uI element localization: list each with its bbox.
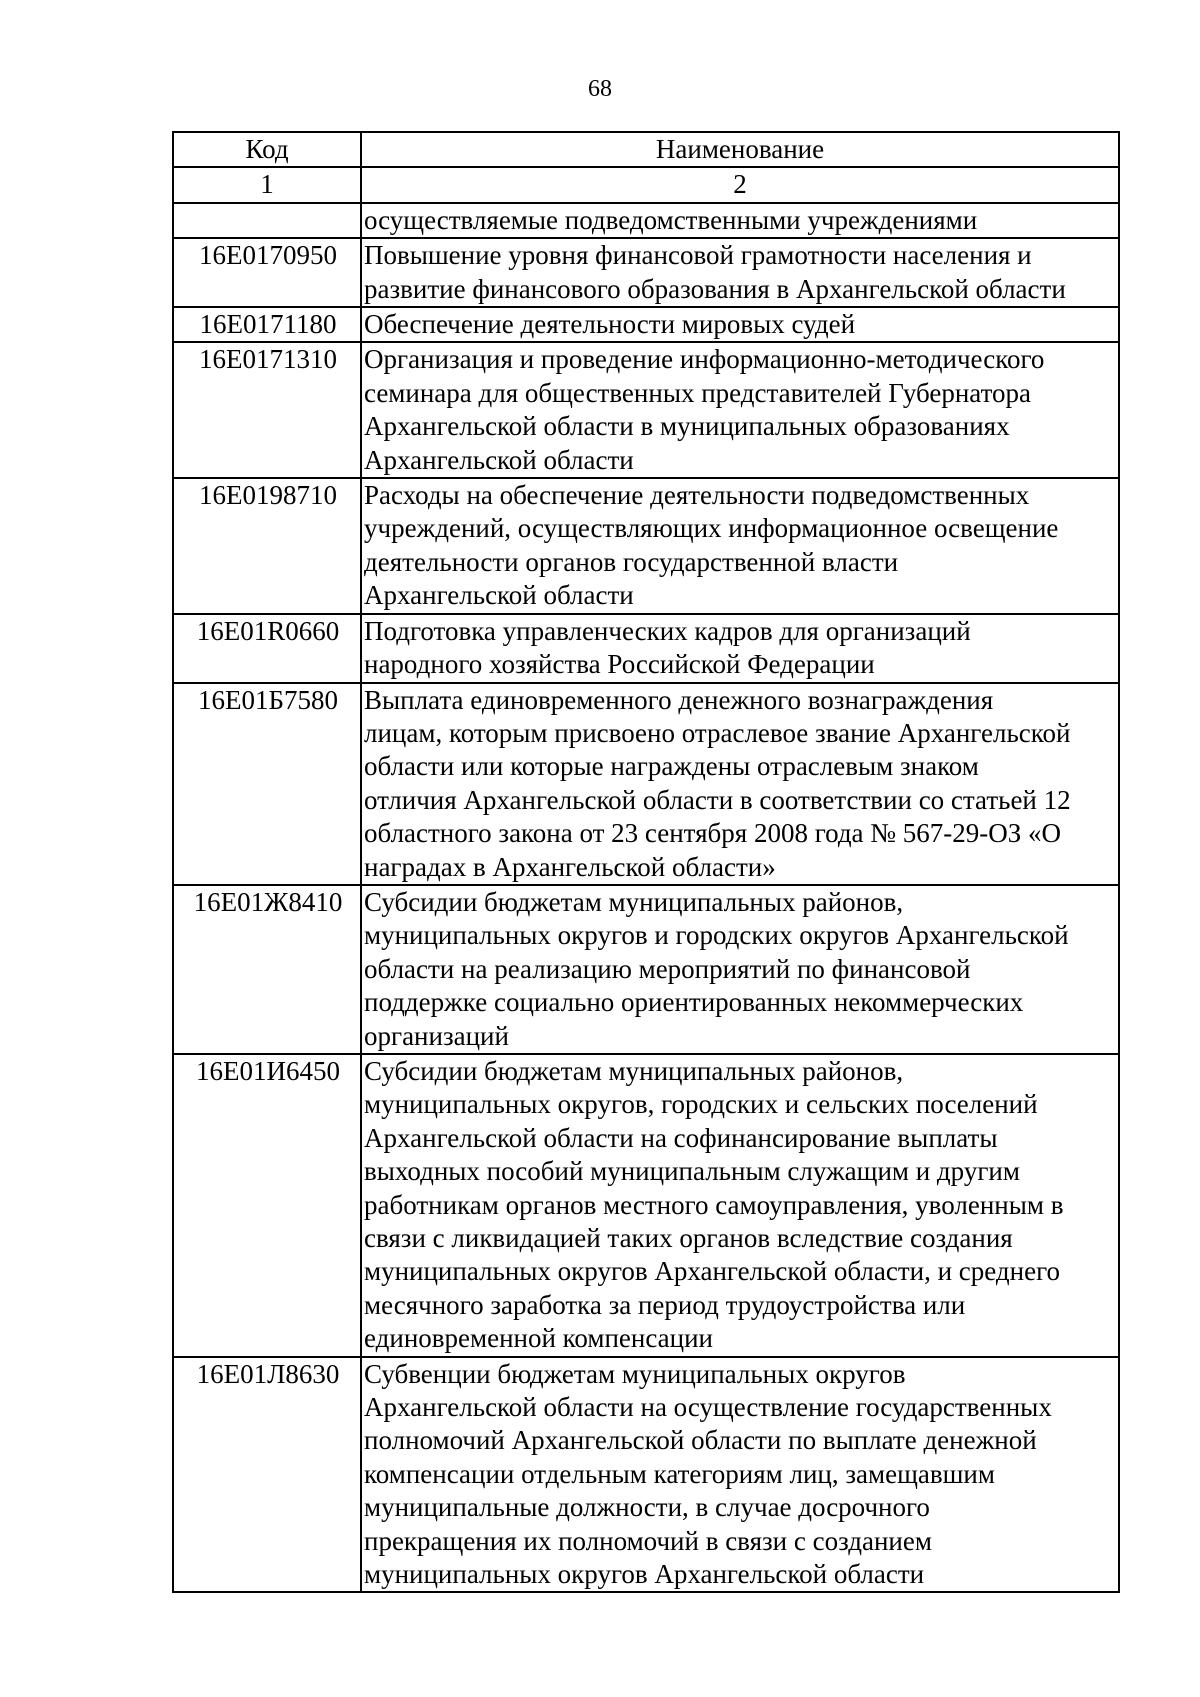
page-number: 68 (588, 76, 612, 102)
row-code: 16Е01И6450 (173, 1054, 361, 1357)
table-row (173, 238, 1119, 307)
row-name: Подготовка управленческих кадров для организаций народного хозяйства Российской Федерации (361, 614, 1119, 683)
column-number-1: 1 (173, 167, 361, 202)
row-code (173, 203, 361, 238)
row-code: 16Е01Л8630 (173, 1357, 361, 1593)
table-row (173, 1054, 1119, 1357)
table-row (173, 203, 1119, 238)
column-number-2: 2 (361, 167, 1119, 202)
row-code: 16Е0170950 (173, 238, 361, 307)
row-name: Субвенции бюджетам муниципальных округов Архангельской области на осуществление государственных полномочий Архангельской области по выплате денежной компенсации отдельным категориям лиц, замещавшим муниципальные должности, в случае досрочного прекращения их полномочий в связи с созданием муниципальных округов Архангельской области (361, 1357, 1119, 1593)
row-name: Расходы на обеспечение деятельности подведомственных учреждений, осуществляющих информационное освещение деятельности органов государственной власти Архангельской области (361, 478, 1119, 614)
row-name: Субсидии бюджетам муниципальных районов, муниципальных округов, городских и сельских поселений Архангельской области на софинансирование выплаты выходных пособий муниципальным служащим и другим работникам органов местного самоуправления, уволенным в связи с ликвидацией таких органов вследствие создания муниципальных округов Архангельской области, и среднего месячного заработка за период трудоустройства или единовременной компенсации (361, 1054, 1119, 1357)
header-name: Наименование (361, 132, 1119, 167)
column-number-row (173, 167, 1119, 202)
row-code: 16Е01Б7580 (173, 683, 361, 885)
table-row (173, 683, 1119, 885)
row-name: Выплата единовременного денежного вознаграждения лицам, которым присвоено отраслевое звание Архангельской области или которые награждены отраслевым знаком отличия Архангельской области в соответствии со статьей 12 областного закона от 23 сентября 2008 года № 567-29-ОЗ «О наградах в Архангельской области» (361, 683, 1119, 885)
row-code: 16Е01Ж8410 (173, 885, 361, 1054)
row-code: 16Е0171180 (173, 307, 361, 342)
row-name: Обеспечение деятельности мировых судей (361, 307, 1119, 342)
row-name: Повышение уровня финансовой грамотности населения и развитие финансового образования в Архангельской области (361, 238, 1119, 307)
row-name: Субсидии бюджетам муниципальных районов, муниципальных округов и городских округов Архангельской области на реализацию мероприятий по финансовой поддержке социально ориентированных некоммерческих организаций (361, 885, 1119, 1054)
row-code: 16Е0171310 (173, 342, 361, 478)
table-row (173, 1357, 1119, 1593)
table-row (173, 885, 1119, 1054)
table-row (173, 342, 1119, 478)
table-row (173, 307, 1119, 342)
header-code: Код (173, 132, 361, 167)
row-code: 16Е01R0660 (173, 614, 361, 683)
row-code: 16Е0198710 (173, 478, 361, 614)
table-header-row (173, 132, 1119, 167)
budget-code-table (172, 131, 1120, 1593)
table-row (173, 614, 1119, 683)
row-name: Организация и проведение информационно-методического семинара для общественных представителей Губернатора Архангельской области в муниципальных образованиях Архангельской области (361, 342, 1119, 478)
row-name: осуществляемые подведомственными учреждениями (361, 203, 1119, 238)
table-row (173, 478, 1119, 614)
